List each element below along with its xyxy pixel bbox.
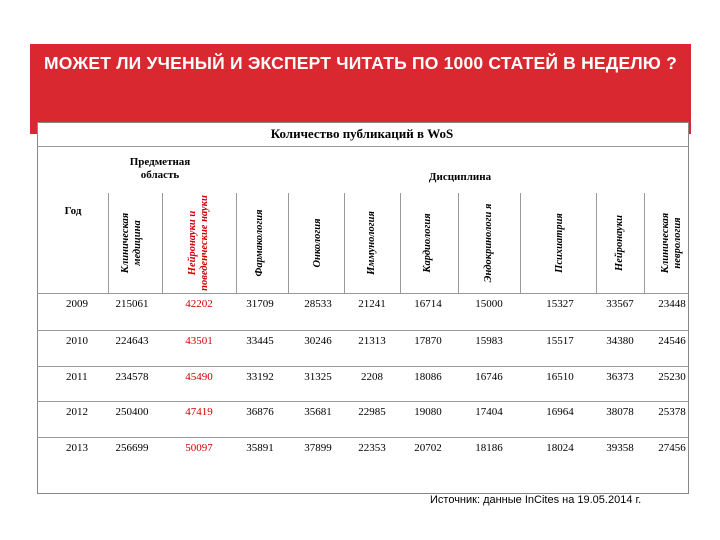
column-header: Онкология xyxy=(312,218,323,268)
table-cell: 16964 xyxy=(546,406,574,418)
table-cell: 22985 xyxy=(358,406,386,418)
grid-line xyxy=(37,437,688,438)
grid-line xyxy=(37,330,688,331)
header-column-divider xyxy=(162,193,163,293)
table-cell: 21241 xyxy=(358,298,386,310)
year-header: Год xyxy=(64,205,82,217)
column-header: Кардиология xyxy=(422,213,433,273)
table-cell: 15327 xyxy=(546,298,574,310)
column-header: Фармакология xyxy=(254,209,265,277)
table-cell: 31325 xyxy=(304,371,332,383)
table-cell: 47419 xyxy=(185,406,213,418)
grid-line xyxy=(37,401,688,402)
table-cell: 2208 xyxy=(361,371,383,383)
grid-line xyxy=(37,146,688,147)
header-column-divider xyxy=(236,193,237,293)
table-cell: 30246 xyxy=(304,335,332,347)
table-cell: 50097 xyxy=(185,442,213,454)
column-header: Клиническая медицина xyxy=(120,212,143,274)
table-cell: 33192 xyxy=(246,371,274,383)
table-cell: 19080 xyxy=(414,406,442,418)
column-header: Иммунология xyxy=(366,211,377,275)
table-cell: 35681 xyxy=(304,406,332,418)
table-cell: 25230 xyxy=(658,371,686,383)
table-cell: 22353 xyxy=(358,442,386,454)
table-cell: 18024 xyxy=(546,442,574,454)
table-cell: 45490 xyxy=(185,371,213,383)
table-cell: 16510 xyxy=(546,371,574,383)
table-cell: 18086 xyxy=(414,371,442,383)
table-cell: 256699 xyxy=(115,442,149,454)
table-cell: 36876 xyxy=(246,406,274,418)
table-cell: 21313 xyxy=(358,335,386,347)
column-header: Нейронауки и поведенческие науки xyxy=(187,195,210,291)
row-year: 2013 xyxy=(66,442,88,454)
column-header: Психиатрия xyxy=(554,213,565,273)
table-cell: 43501 xyxy=(185,335,213,347)
table-cell: 250400 xyxy=(115,406,149,418)
source-note: Источник: данные InCites на 19.05.2014 г. xyxy=(430,494,642,506)
table-cell: 39358 xyxy=(606,442,634,454)
table-cell: 16746 xyxy=(475,371,503,383)
header-column-divider xyxy=(344,193,345,293)
grid-line xyxy=(37,366,688,367)
table-cell: 31709 xyxy=(246,298,274,310)
table-cell: 15000 xyxy=(475,298,503,310)
header-column-divider xyxy=(108,193,109,293)
table-cell: 16714 xyxy=(414,298,442,310)
table-cell: 23448 xyxy=(658,298,686,310)
table-cell: 36373 xyxy=(606,371,634,383)
header-column-divider xyxy=(644,193,645,293)
table-title: Количество публикаций в WoS xyxy=(270,126,454,141)
table-cell: 33567 xyxy=(606,298,634,310)
header-column-divider xyxy=(400,193,401,293)
slide-title: МОЖЕТ ЛИ УЧЕНЫЙ И ЭКСПЕРТ ЧИТАТЬ ПО 1000 СТАТЕЙ В НЕДЕЛЮ ? xyxy=(44,53,677,73)
table-cell: 27456 xyxy=(658,442,686,454)
table-cell: 28533 xyxy=(304,298,332,310)
header-column-divider xyxy=(520,193,521,293)
table-cell: 15983 xyxy=(475,335,503,347)
table-cell: 18186 xyxy=(475,442,503,454)
table-cell: 24546 xyxy=(658,335,686,347)
header-column-divider xyxy=(596,193,597,293)
row-year: 2010 xyxy=(66,335,88,347)
table-cell: 215061 xyxy=(115,298,149,310)
table-cell: 20702 xyxy=(414,442,442,454)
grid-line xyxy=(37,293,688,294)
table-cell: 234578 xyxy=(115,371,149,383)
column-header: Нейронауки xyxy=(614,215,625,271)
table-cell: 17404 xyxy=(475,406,503,418)
table-cell: 37899 xyxy=(304,442,332,454)
subject-area-header: Предметная область xyxy=(129,156,191,181)
row-year: 2009 xyxy=(66,298,88,310)
table-cell: 38078 xyxy=(606,406,634,418)
table-cell: 15517 xyxy=(546,335,574,347)
column-header: Эндокринологи я xyxy=(483,203,494,283)
header-column-divider xyxy=(458,193,459,293)
header-column-divider xyxy=(288,193,289,293)
table-cell: 224643 xyxy=(115,335,149,347)
table-cell: 35891 xyxy=(246,442,274,454)
table-cell: 17870 xyxy=(414,335,442,347)
column-header: Клиническая неврология xyxy=(660,212,683,274)
table-cell: 25378 xyxy=(658,406,686,418)
table-cell: 42202 xyxy=(185,298,213,310)
discipline-header: Дисциплина xyxy=(428,171,492,183)
title-banner xyxy=(30,44,691,134)
row-year: 2012 xyxy=(66,406,88,418)
table-cell: 34380 xyxy=(606,335,634,347)
table-cell: 33445 xyxy=(246,335,274,347)
row-year: 2011 xyxy=(66,371,88,383)
